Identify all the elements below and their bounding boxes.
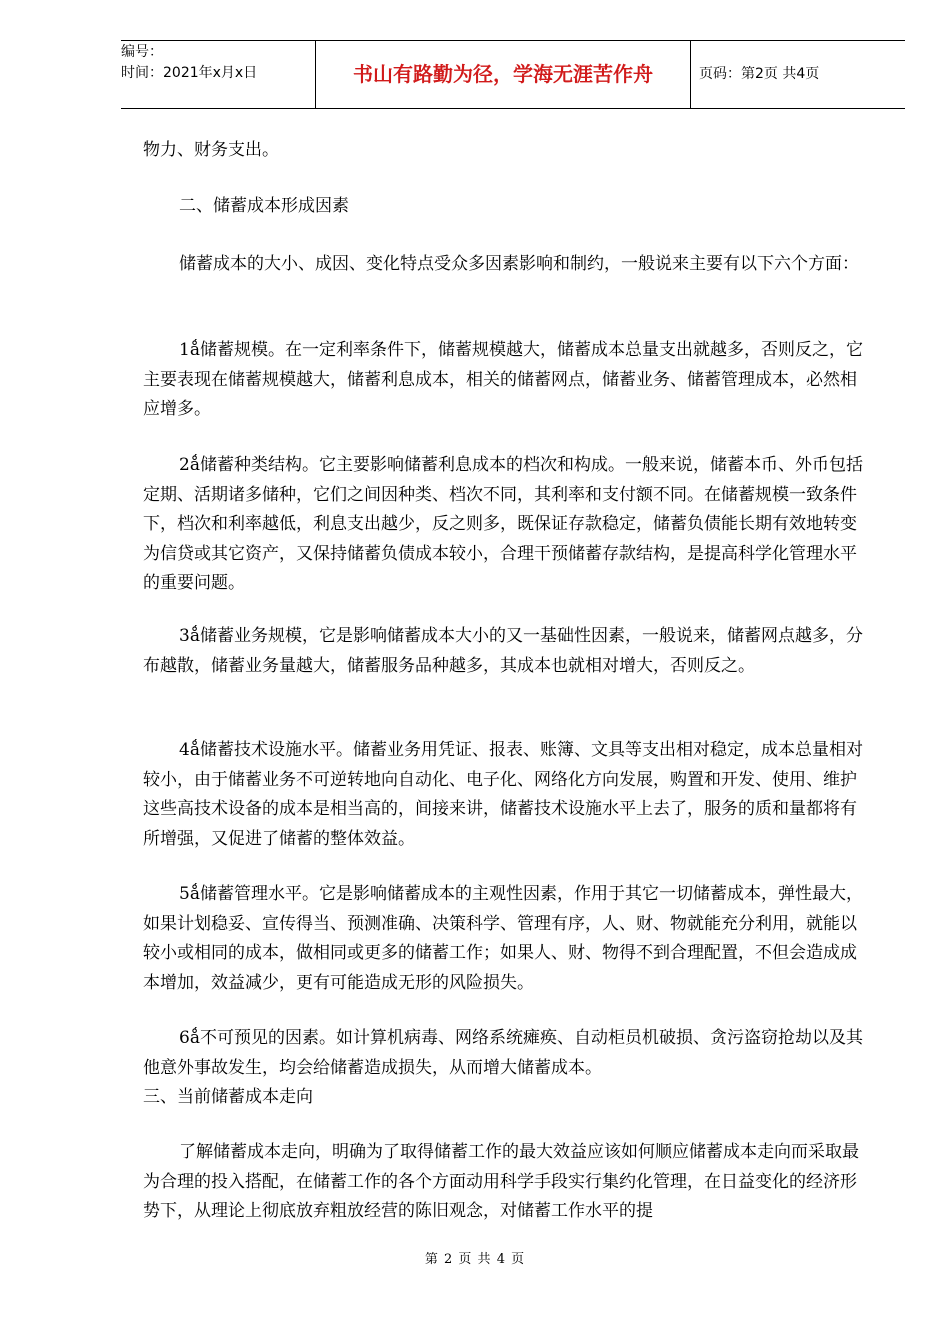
section-heading-3: 三、当前储蓄成本走向	[143, 1087, 313, 1107]
page-header	[121, 40, 905, 109]
factor-2	[143, 451, 873, 599]
paragraph: 储蓄成本的大小、成因、变化特点受众多因素影响和制约，一般说来主要有以下六个方面：	[179, 254, 859, 274]
header-motto: 书山有路勤为径，学海无涯苦作舟	[316, 41, 691, 108]
document-number-label: 编号：	[121, 44, 163, 60]
section-heading	[143, 192, 873, 222]
intro-paragraph	[143, 250, 873, 280]
factor-5	[143, 880, 873, 998]
paragraph: 2ǻ储蓄种类结构。它主要影响储蓄利息成本的档次和构成。一般来说，储蓄本币、外币包括定期、活期诸多储种，它们之间因种类、档次不同，其利率和支付额不同。在储蓄规模一致条件下，档次和利率越低，利息支出越少，反之则多，既保证存款稳定，储蓄负债能长期有效地转变为信贷或其它资产，又保持储蓄负债成本较小，合理干预储蓄存款结构，是提高科学化管理水平的重要问题。	[143, 455, 863, 593]
factor-1	[143, 336, 873, 425]
section-heading-2: 二、储蓄成本形成因素	[179, 196, 349, 216]
paragraph: 3ǻ储蓄业务规模，它是影响储蓄成本大小的又一基础性因素，一般说来，储蓄网点越多，分布越散，储蓄业务量越大，储蓄服务品种越多，其成本也就相对增大，否则反之。	[143, 626, 863, 676]
paragraph: 了解储蓄成本走向，明确为了取得储蓄工作的最大效益应该如何顺应储蓄成本走向而采取最为合理的投入搭配，在储蓄工作的各个方面动用科学手段实行集约化管理，在日益变化的经济形势下，从理论上彻底放弃粗放经营的陈旧观念，对储蓄工作水平的提	[143, 1142, 859, 1221]
paragraph: 4ǻ储蓄技术设施水平。储蓄业务用凭证、报表、账簿、文具等支出相对稳定，成本总量相对较小，由于储蓄业务不可逆转地向自动化、电子化、网络化方向发展，购置和开发、使用、维护这些高技术设备的成本是相当高的，间接来讲，储蓄技术设施水平上去了，服务的质和量都将有所增强，又促进了储蓄的整体效益。	[143, 740, 863, 849]
page-footer: 第 2 页 共 4 页	[424, 1252, 526, 1267]
factor-4	[143, 736, 873, 854]
header-meta	[121, 41, 316, 108]
document-time-label: 时间：2021年x月x日	[121, 65, 258, 81]
paragraph: 1ǻ储蓄规模。在一定利率条件下，储蓄规模越大，储蓄成本总量支出就越多，否则反之，它主要表现在储蓄规模越大，储蓄利息成本，相关的储蓄网点，储蓄业务、储蓄管理成本，必然相应增多。	[143, 340, 863, 419]
factor-6	[143, 1024, 873, 1113]
factor-3	[143, 622, 873, 681]
paragraph-continuation	[143, 136, 873, 166]
paragraph: 6ǻ不可预见的因素。如计算机病毒、网络系统瘫痪、自动柜员机破损、贪污盗窃抢劫以及其他意外事故发生，均会给储蓄造成损失，从而增大储蓄成本。	[143, 1028, 863, 1078]
closing-paragraph	[143, 1138, 873, 1227]
paragraph: 物力、财务支出。	[143, 140, 279, 160]
header-page-label: 页码：第2页 共4页	[699, 66, 820, 82]
paragraph: 5ǻ储蓄管理水平。它是影响储蓄成本的主观性因素，作用于其它一切储蓄成本，弹性最大，如果计划稳妥、宣传得当、预测准确、决策科学、管理有序，人、财、物就能充分利用，就能以较小或相同的成本，做相同或更多的储蓄工作；如果人、财、物得不到合理配置，不但会造成成本增加，效益减少，更有可能造成无形的风险损失。	[143, 884, 863, 993]
